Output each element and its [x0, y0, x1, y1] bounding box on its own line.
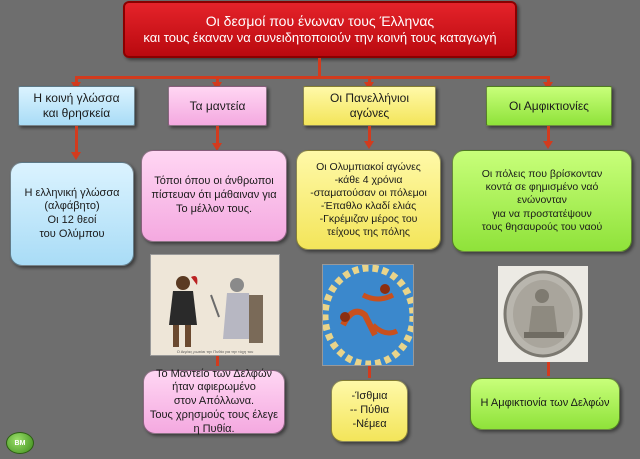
detail-1-line-2: (αλφάβητο) — [44, 200, 100, 213]
bottom-2-line-5: η Πυθία. — [193, 422, 235, 435]
detail-1-line-1: Η ελληνική γλώσσα — [24, 186, 120, 199]
oracle-image — [150, 254, 280, 356]
coin-image — [498, 266, 588, 362]
detail-1-line-4: του Ολύμπου — [39, 227, 105, 240]
other-games-box — [331, 380, 408, 442]
oracle-image-caption: Ο Αιγέας ρωτάει την Πυθία για την τύχη του — [176, 349, 254, 354]
bottom-3-line-2: -- Πύθια — [349, 404, 390, 417]
detail-panhellenic-games — [296, 150, 441, 250]
connector-col3-down — [368, 126, 371, 142]
connector-col2-bottom — [216, 356, 219, 366]
diagram-title — [123, 1, 517, 58]
olympic-runners-image — [322, 264, 414, 366]
detail-4-line-2: κοντά σε φημισμένο ναό — [485, 181, 599, 194]
detail-4-line-4: για να προστατέψουν — [492, 207, 592, 220]
delphi-oracle-box — [143, 367, 285, 435]
bottom-2-line-1: Το Μαντείο των Δελφών — [155, 367, 273, 380]
bottom-3-line-1: -Ίσθμια — [351, 390, 388, 403]
detail-3-line-2: -κάθε 4 χρόνια — [334, 173, 403, 186]
connector-col4-down — [547, 126, 550, 142]
detail-oracles — [141, 150, 287, 242]
header-language-religion — [18, 86, 135, 126]
delphi-amphictyony-box — [470, 378, 620, 430]
header-3-line-2: αγώνες — [349, 106, 390, 120]
header-oracles — [168, 86, 267, 126]
bottom-2-line-4: Τους χρησμούς τους έλεγε — [149, 408, 279, 421]
header-4-line-1: Οι Αμφικτιονίες — [509, 98, 589, 113]
header-1-line-2: και θρησκεία — [42, 106, 111, 120]
arrow-col4-down — [543, 141, 553, 149]
detail-3-line-3: -σταματούσαν οι πόλεμοι — [310, 186, 427, 199]
bottom-2-line-2: ήταν αφιερωμένο — [172, 381, 256, 394]
header-amphictyonies — [486, 86, 612, 126]
bottom-2-line-3: στον Απόλλωνα. — [173, 395, 255, 408]
detail-3-line-4: -Έπαθλο κλαδί ελιάς — [320, 200, 417, 212]
header-2-line-1: Τα μαντεία — [189, 98, 246, 113]
title-line-1: Οι δεσμοί που ένωναν τους Έλληνας — [205, 12, 435, 29]
connector-col3-bottom — [368, 366, 371, 378]
connector-col1-down — [75, 126, 78, 154]
coin-icon — [498, 266, 588, 362]
connector-trunk — [318, 58, 321, 78]
connector-col2-down — [216, 126, 219, 144]
detail-2-line-2: πίστευαν ότι μάθαιναν για — [151, 189, 277, 202]
detail-4-line-1: Οι πόλεις που βρίσκονταν — [481, 168, 603, 181]
detail-3-line-5: -Γκρέμιζαν μέρος του — [319, 213, 418, 226]
detail-4-line-5: τους θησαυρούς του ναού — [481, 220, 603, 233]
runners-icon — [323, 265, 414, 366]
oracle-scene-icon — [151, 255, 280, 356]
detail-4-line-3: ενώνονταν — [517, 194, 567, 207]
header-panhellenic-games — [303, 86, 436, 126]
bottom-4-line-1: Η Αμφικτιονία των Δελφών — [480, 397, 610, 410]
detail-language-religion — [10, 162, 134, 266]
detail-1-line-3: Οι 12 θεοί — [47, 214, 97, 226]
arrow-col1-down — [71, 152, 81, 160]
detail-3-line-1: Οι Ολυμπιακοί αγώνες — [316, 160, 421, 173]
connector-horizontal — [75, 76, 550, 79]
arrow-col3-down — [364, 141, 374, 149]
title-line-2: και τους έκαναν να συνειδητοποιούν την κοινή τους καταγωγή — [143, 30, 497, 46]
detail-2-line-3: Το μέλλον τους. — [175, 202, 253, 215]
detail-3-line-6: τείχους της πόλης — [327, 226, 410, 239]
author-badge: BM — [6, 432, 34, 454]
detail-amphictyonies — [452, 150, 632, 252]
bottom-3-line-3: -Νέμεα — [352, 417, 387, 430]
detail-2-line-1: Τόποι όπου οι άνθρωποι — [154, 175, 274, 188]
connector-col4-bottom — [547, 362, 550, 376]
header-1-line-1: Η κοινή γλώσσα — [33, 91, 120, 105]
header-3-line-1: Οι Πανελλήνιοι — [330, 91, 409, 105]
